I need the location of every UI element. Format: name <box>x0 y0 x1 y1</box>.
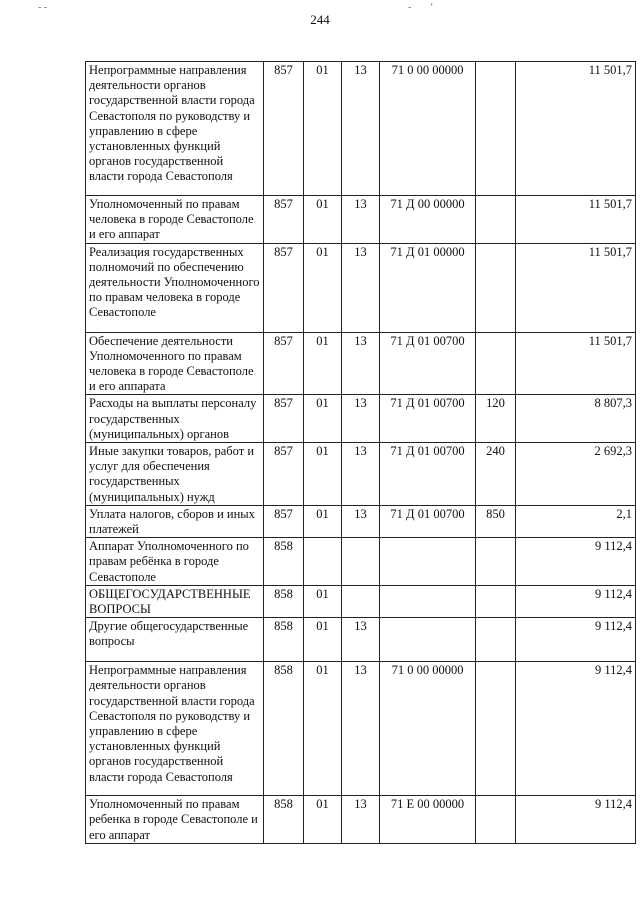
table-row <box>86 662 636 796</box>
subsection-code-cell: 13 <box>342 505 380 537</box>
target-article-cell: 71 Д 00 00000 <box>380 196 476 244</box>
target-article-cell <box>380 618 476 662</box>
amount-cell: 11 501,7 <box>516 243 636 332</box>
amount-cell: 9 112,4 <box>516 585 636 617</box>
ministry-code-cell: 857 <box>264 196 304 244</box>
subsection-code-cell: 13 <box>342 62 380 196</box>
row-name-cell: Другие общегосударственные вопросы <box>86 618 264 662</box>
row-name-cell: Непрограммные направления деятельности органов государственной власти города Севастополя по руководству и управлению в сфере установленных функций органов государственной власти города Севастополя <box>86 62 264 196</box>
expense-type-cell <box>476 538 516 586</box>
expense-type-cell <box>476 62 516 196</box>
section-code-cell <box>304 538 342 586</box>
section-code-cell: 01 <box>304 62 342 196</box>
expense-type-cell <box>476 662 516 796</box>
row-name-cell: ОБЩЕГОСУДАРСТВЕННЫЕ ВОПРОСЫ <box>86 585 264 617</box>
expense-type-cell <box>476 796 516 844</box>
section-code-cell: 01 <box>304 395 342 443</box>
table-row <box>86 796 636 844</box>
ministry-code-cell: 857 <box>264 395 304 443</box>
section-code-cell: 01 <box>304 505 342 537</box>
amount-cell: 9 112,4 <box>516 618 636 662</box>
table-row <box>86 395 636 443</box>
target-article-cell: 71 0 00 00000 <box>380 662 476 796</box>
subsection-code-cell: 13 <box>342 243 380 332</box>
subsection-code-cell: 13 <box>342 332 380 395</box>
section-code-cell: 01 <box>304 618 342 662</box>
budget-table-body <box>86 62 636 844</box>
table-row <box>86 505 636 537</box>
ministry-code-cell: 858 <box>264 662 304 796</box>
row-name-cell: Иные закупки товаров, работ и услуг для обеспечения государственных (муниципальных) нужд <box>86 443 264 506</box>
amount-cell: 11 501,7 <box>516 332 636 395</box>
row-name-cell: Уплата налогов, сборов и иных платежей <box>86 505 264 537</box>
row-name-cell: Расходы на выплаты персоналу государственных (муниципальных) органов <box>86 395 264 443</box>
table-row <box>86 62 636 196</box>
target-article-cell: 71 Д 01 00700 <box>380 505 476 537</box>
table-row <box>86 443 636 506</box>
budget-table <box>85 61 636 844</box>
ministry-code-cell: 858 <box>264 796 304 844</box>
expense-type-cell <box>476 196 516 244</box>
amount-cell: 2,1 <box>516 505 636 537</box>
target-article-cell <box>380 538 476 586</box>
row-name-cell: Реализация государственных полномочий по обеспечению деятельности Уполномоченного по правам человека в городе Севастополе <box>86 243 264 332</box>
section-code-cell: 01 <box>304 796 342 844</box>
ministry-code-cell: 858 <box>264 618 304 662</box>
table-row <box>86 196 636 244</box>
subsection-code-cell <box>342 538 380 586</box>
row-name-cell: Обеспечение деятельности Уполномоченного по правам человека в городе Севастополе и его аппарата <box>86 332 264 395</box>
expense-type-cell <box>476 618 516 662</box>
target-article-cell: 71 Д 01 00000 <box>380 243 476 332</box>
expense-type-cell: 240 <box>476 443 516 506</box>
amount-cell: 9 112,4 <box>516 538 636 586</box>
target-article-cell: 71 Д 01 00700 <box>380 443 476 506</box>
page-number: 244 <box>310 12 330 27</box>
ministry-code-cell: 857 <box>264 62 304 196</box>
table-row <box>86 243 636 332</box>
expense-type-cell <box>476 332 516 395</box>
scan-mark: - - <box>38 2 48 13</box>
target-article-cell: 71 0 00 00000 <box>380 62 476 196</box>
row-name-cell: Уполномоченный по правам человека в городе Севастополе и его аппарат <box>86 196 264 244</box>
subsection-code-cell: 13 <box>342 618 380 662</box>
amount-cell: 9 112,4 <box>516 796 636 844</box>
section-code-cell: 01 <box>304 196 342 244</box>
row-name-cell: Уполномоченный по правам ребенка в городе Севастополе и его аппарат <box>86 796 264 844</box>
expense-type-cell <box>476 585 516 617</box>
section-code-cell: 01 <box>304 243 342 332</box>
row-name-cell: Аппарат Уполномоченного по правам ребёнка в городе Севастополе <box>86 538 264 586</box>
subsection-code-cell: 13 <box>342 395 380 443</box>
target-article-cell: 71 Д 01 00700 <box>380 332 476 395</box>
subsection-code-cell: 13 <box>342 662 380 796</box>
target-article-cell: 71 Е 00 00000 <box>380 796 476 844</box>
section-code-cell: 01 <box>304 585 342 617</box>
scan-mark: - <box>408 2 412 13</box>
table-row <box>86 585 636 617</box>
expense-type-cell: 850 <box>476 505 516 537</box>
table-row <box>86 332 636 395</box>
expense-type-cell: 120 <box>476 395 516 443</box>
ministry-code-cell: 857 <box>264 332 304 395</box>
ministry-code-cell: 857 <box>264 443 304 506</box>
ministry-code-cell: 858 <box>264 585 304 617</box>
ministry-code-cell: 858 <box>264 538 304 586</box>
scan-mark: ‘ <box>430 2 434 13</box>
subsection-code-cell: 13 <box>342 196 380 244</box>
ministry-code-cell: 857 <box>264 243 304 332</box>
section-code-cell: 01 <box>304 332 342 395</box>
table-row <box>86 538 636 586</box>
amount-cell: 11 501,7 <box>516 196 636 244</box>
subsection-code-cell <box>342 585 380 617</box>
row-name-cell: Непрограммные направления деятельности органов государственной власти города Севастополя по руководству и управлению в сфере установленных функций органов государственной власти города Севастополя <box>86 662 264 796</box>
subsection-code-cell: 13 <box>342 796 380 844</box>
ministry-code-cell: 857 <box>264 505 304 537</box>
section-code-cell: 01 <box>304 662 342 796</box>
expense-type-cell <box>476 243 516 332</box>
target-article-cell <box>380 585 476 617</box>
subsection-code-cell: 13 <box>342 443 380 506</box>
amount-cell: 9 112,4 <box>516 662 636 796</box>
table-row <box>86 618 636 662</box>
section-code-cell: 01 <box>304 443 342 506</box>
amount-cell: 8 807,3 <box>516 395 636 443</box>
amount-cell: 2 692,3 <box>516 443 636 506</box>
target-article-cell: 71 Д 01 00700 <box>380 395 476 443</box>
amount-cell: 11 501,7 <box>516 62 636 196</box>
